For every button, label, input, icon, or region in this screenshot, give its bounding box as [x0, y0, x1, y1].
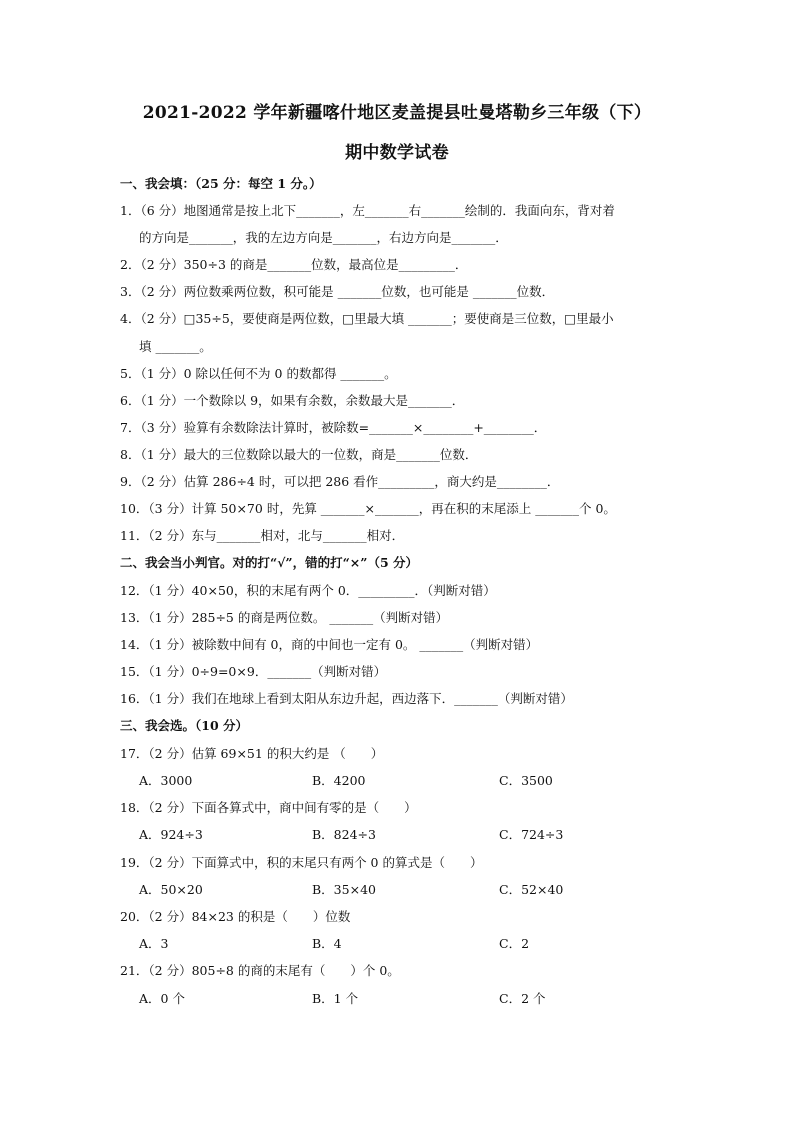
question-11: 11．（2 分）东与_______相对，北与_______相对． — [120, 528, 405, 543]
question-19-option-a: A．50×20 — [139, 882, 203, 897]
question-18-option-a: A．924÷3 — [139, 827, 203, 842]
question-4-line2: 填 _______。 — [139, 339, 212, 354]
section-header-judge: 二、我会当小判官。对的打“√”，错的打“×”（5 分） — [120, 555, 418, 570]
question-19: 19．（2 分）下面算式中，积的末尾只有两个 0 的算式是（ ） — [120, 855, 483, 870]
question-5: 5．（1 分）0 除以任何不为 0 的数都得 _______。 — [120, 366, 397, 381]
section-header-choice: 三、我会选。（10 分） — [120, 718, 248, 733]
question-10: 10．（3 分）计算 50×70 时，先算 _______×_______，再在积的末尾添上 _______个 0。 — [120, 501, 616, 516]
question-12: 12．（1 分）40×50，积的末尾有两个 0．_________．（判断对错） — [120, 583, 496, 598]
question-20: 20．（2 分）84×23 的积是（ ）位数 — [120, 909, 351, 924]
question-20-option-b: B．4 — [312, 936, 342, 951]
question-17: 17．（2 分）估算 69×51 的积大约是 （ ） — [120, 746, 384, 761]
exam-title-line1: 2021-2022 学年新疆喀什地区麦盖提县吐曼塔勒乡三年级（下） — [142, 103, 652, 123]
question-18-option-c: C．724÷3 — [499, 827, 564, 842]
question-6: 6．（1 分）一个数除以 9，如果有余数，余数最大是_______． — [120, 393, 465, 408]
question-17-option-a: A．3000 — [139, 773, 193, 788]
question-20-option-c: C．2 — [499, 936, 530, 951]
question-21: 21．（2 分）805÷8 的商的末尾有（ ）个 0。 — [120, 963, 400, 978]
question-14: 14．（1 分）被除数中间有 0，商的中间也一定有 0。 _______（判断对错） — [120, 637, 539, 652]
question-8: 8．（1 分）最大的三位数除以最大的一位数，商是_______位数． — [120, 447, 478, 462]
question-21-option-c: C．2 个 — [499, 991, 546, 1006]
question-1-line1: 1．（6 分）地图通常是按上北下_______，左_______右_______绘制的．我面向东，背对着 — [120, 203, 615, 218]
question-19-option-b: B．35×40 — [312, 882, 376, 897]
question-17-option-b: B．4200 — [312, 773, 366, 788]
question-2: 2．（2 分）350÷3 的商是_______位数，最高位是_________． — [120, 257, 468, 272]
question-13: 13．（1 分）285÷5 的商是两位数。 _______（判断对错） — [120, 610, 449, 625]
question-18-option-b: B．824÷3 — [312, 827, 376, 842]
question-15: 15．（1 分）0÷9=0×9．_______（判断对错） — [120, 664, 387, 679]
question-9: 9．（2 分）估算 286÷4 时，可以把 286 看作_________，商大约是________． — [120, 474, 560, 489]
question-4-line1: 4．（2 分）□35÷5，要使商是两位数，□里最大填 _______；要使商是三位数，□里最小 — [120, 311, 614, 326]
question-3: 3．（2 分）两位数乘两位数，积可能是 _______位数，也可能是 _______位数． — [120, 284, 555, 299]
question-21-option-a: A．0 个 — [139, 991, 185, 1006]
question-1-line2: 的方向是_______，我的左边方向是_______，右边方向是_______． — [139, 230, 508, 245]
question-7: 7．（3 分）验算有余数除法计算时，被除数=_______×________+________． — [120, 420, 547, 435]
question-18: 18．（2 分）下面各算式中，商中间有零的是（ ） — [120, 800, 417, 815]
question-21-option-b: B．1 个 — [312, 991, 359, 1006]
section-header-fill: 一、我会填：（25 分：每空 1 分。） — [120, 176, 322, 191]
question-16: 16．（1 分）我们在地球上看到太阳从东边升起，西边落下．_______（判断对错） — [120, 691, 573, 706]
question-20-option-a: A．3 — [139, 936, 169, 951]
question-19-option-c: C．52×40 — [499, 882, 564, 897]
question-17-option-c: C．3500 — [499, 773, 553, 788]
exam-title-line2: 期中数学试卷 — [345, 143, 449, 163]
